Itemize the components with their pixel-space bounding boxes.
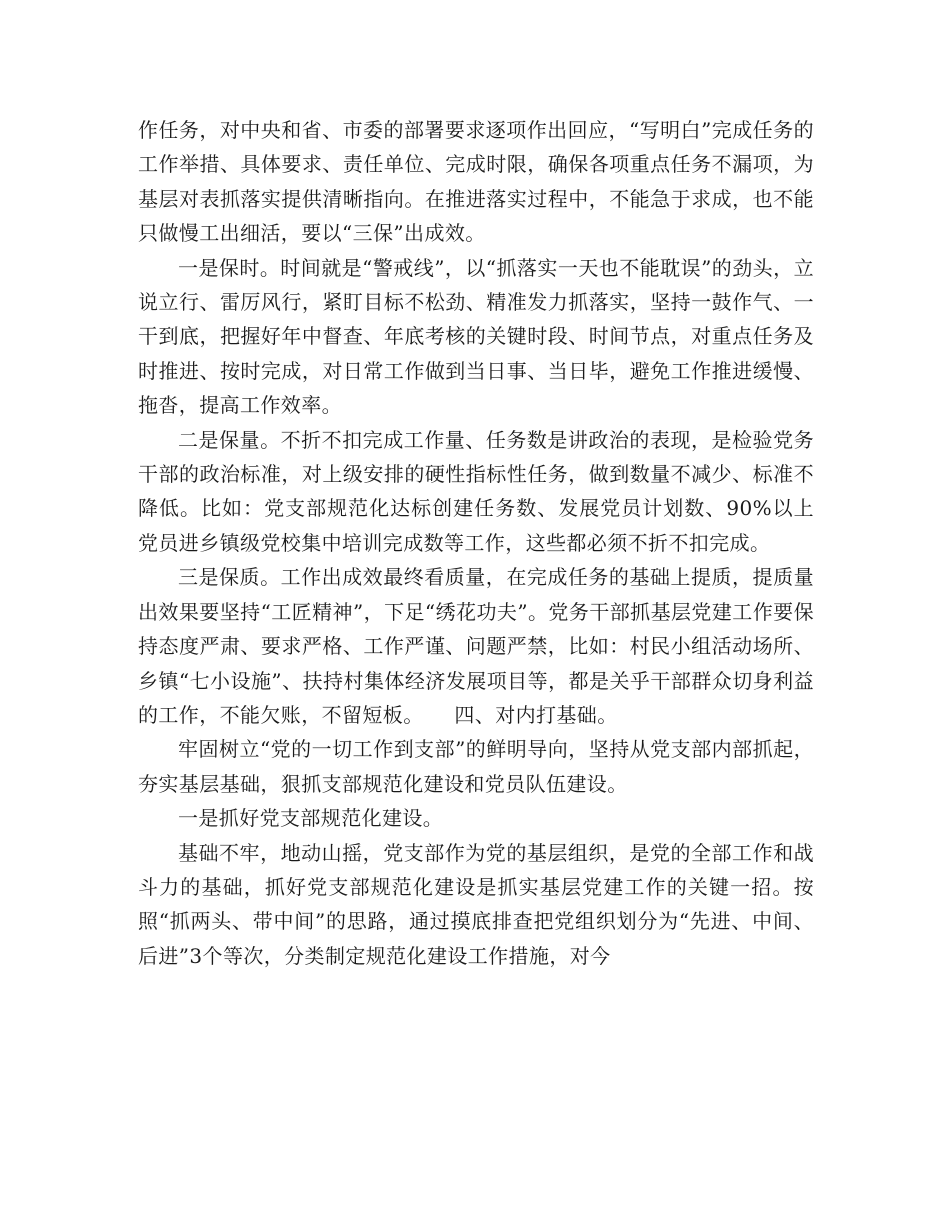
paragraph-guarantee-quality: 三是保质。工作出成效最终看质量，在完成任务的基础上提质，提质量出效果要坚持“工匠精神”，下足“绣花功夫”。党务干部抓基层党建工作要保持态度严肃、要求严格、工作严谨、问题严禁，比如：村民小组活动场所、乡镇“七小设施”、扶持村集体经济发展项目等，都是关乎干部群众切身利益的工作，不能欠账，不留短板。 四、对内打基础。: [138, 565, 814, 727]
paragraph-guarantee-quantity: 二是保量。不折不扣完成工作量、任务数是讲政治的表现，是检验党务干部的政治标准，对上级安排的硬性指标性任务，做到数量不减少、标准不降低。比如：党支部规范化达标创建任务数、发展党员计划数、90%以上党员进乡镇级党校集中培训完成数等工作，这些都必须不折不扣完成。: [138, 427, 814, 555]
paragraph-foundation: 基础不牢，地动山摇，党支部作为党的基层组织，是党的全部工作和战斗力的基础，抓好党支部规范化建设是抓实基层党建工作的关键一招。按照“抓两头、带中间”的思路，通过摸底排查把党组织划分为“先进、中间、后进”3个等次，分类制定规范化建设工作措施，对今: [138, 840, 814, 968]
paragraph-guarantee-time: 一是保时。时间就是“警戒线”，以“抓落实一天也不能耽误”的劲头，立说立行、雷厉风行，紧盯目标不松劲、精准发力抓落实，坚持一鼓作气、一干到底，把握好年中督查、年底考核的关键时段、时间节点，对重点任务及时推进、按时完成，对日常工作做到当日事、当日毕，避免工作推进缓慢、拖沓，提高工作效率。: [138, 255, 814, 418]
document-page: [138, 113, 814, 973]
paragraph-branch-orientation: 牢固树立“党的一切工作到支部”的鲜明导向，坚持从党支部内部抓起，夯实基层基础，狠抓支部规范化建设和党员队伍建设。: [138, 737, 814, 796]
paragraph-intro: 作任务，对中央和省、市委的部署要求逐项作出回应，“写明白”完成任务的工作举措、具体要求、责任单位、完成时限，确保各项重点任务不漏项，为基层对表抓落实提供清晰指向。在推进落实过程中，不能急于求成，也不能只做慢工出细活，要以“三保”出成效。: [138, 118, 814, 246]
paragraph-subheading-standardization: 一是抓好党支部规范化建设。: [178, 806, 444, 831]
